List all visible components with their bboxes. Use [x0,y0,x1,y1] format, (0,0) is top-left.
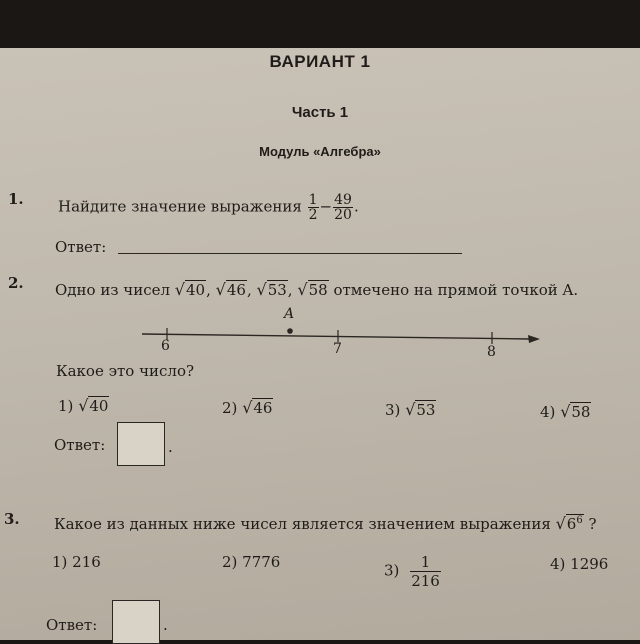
q2-number: 2. [8,274,24,292]
q3-answer-label: Ответ: [46,616,98,634]
q2-sqrt-40: √40 [174,280,206,299]
q1-frac1-num: 1 [308,192,318,208]
q1-minus: − [319,197,333,216]
q2-rad-40: 40 [185,281,206,299]
q3-sqrt-6-6: $√6^6$ [555,514,583,533]
q3-option-3-frac-num: 1 [410,553,441,572]
q2-rad-58: 58 [308,281,328,299]
q2-sqrt-46: √46 [215,280,246,299]
q2-option-4-rad: 58 [571,403,591,421]
q2-option-4-num: 4) [540,403,556,421]
q1-text [58,193,359,222]
q2-option-1-rad: 40 [89,397,109,415]
q3-number: 3. [4,510,20,528]
tick-label-8: 8 [487,344,496,360]
q2-answer-box[interactable] [117,422,165,466]
module-title: Модуль «Алгебра» [259,144,381,159]
part-title: Часть 1 [291,104,349,121]
q2-question: Какое это число? [56,362,195,380]
q3-option-1: 1) 216 [52,553,101,571]
q1-frac2-den: 20 [334,207,352,223]
q1-frac1-den: 2 [308,207,318,223]
q2-option-1-num: 1) [58,397,74,415]
q1-answer-label: Ответ: [55,238,107,256]
q2-answer-dot: . [168,438,173,456]
q3-rad-base: 6 [566,515,577,533]
q2-option-3: 3) √53 [385,400,436,419]
q2-option-1: 1) √40 [58,396,109,415]
tick-label-7: 7 [333,341,342,357]
q2-text-end: отмечено на прямой точкой A. [333,281,579,299]
number-line-axis [142,334,530,339]
q2-option-2-num: 2) [222,399,238,417]
q2-sqrt-53: √53 [256,280,287,299]
point-a-label: A [284,306,295,322]
number-line-arrow [528,335,540,343]
q2-option-4: 4) √58 [540,402,591,421]
q2-option-2-rad: 46 [253,399,273,417]
q1-dot: . [353,197,359,216]
q3-option-4: 4) 1296 [550,555,609,573]
worksheet-page [0,48,640,640]
point-a [287,328,293,334]
q3-option-2: 2) 7776 [222,553,281,571]
q2-comma: , [206,281,211,299]
q2-answer-label: Ответ: [54,436,106,454]
tick-label-6: 6 [161,338,170,354]
q3-answer-dot: . [163,616,168,634]
q2-sqrt-58: √58 [297,280,328,299]
q2-option-3-num: 3) [385,401,401,419]
q2-rad-53: 53 [267,281,287,299]
q2-comma: , [246,281,252,299]
q2-text [55,280,578,299]
q3-option-3-num: 3) [384,561,400,580]
q2-option-2: 2) √46 [222,398,273,417]
q3-option-3-fraction [410,553,441,590]
q3-question-text: Какое из данных ниже чисел является значением выражения [54,515,551,533]
q3-option-3 [384,553,442,590]
q3-option-3-frac-den: 216 [411,572,440,590]
q3-answer-box[interactable] [112,600,160,644]
q2-option-3-rad: 53 [416,401,436,419]
q2-text-start: Одно из чисел [55,281,170,299]
q1-frac2-num: 49 [334,192,352,208]
q2-comma: , [287,281,293,299]
q1-question-text: Найдите значение выражения [58,197,302,216]
q1-answer-line[interactable] [118,253,462,254]
variant-title: ВАРИАНТ 1 [269,52,371,71]
q2-rad-46: 46 [226,281,246,299]
q3-text [54,514,597,533]
q1-fraction-1 [308,193,319,222]
q1-fraction-2 [333,193,353,222]
q3-qmark: ? [588,515,597,533]
q3-rad-exp: 6 [576,515,583,526]
q1-number: 1. [8,190,24,208]
